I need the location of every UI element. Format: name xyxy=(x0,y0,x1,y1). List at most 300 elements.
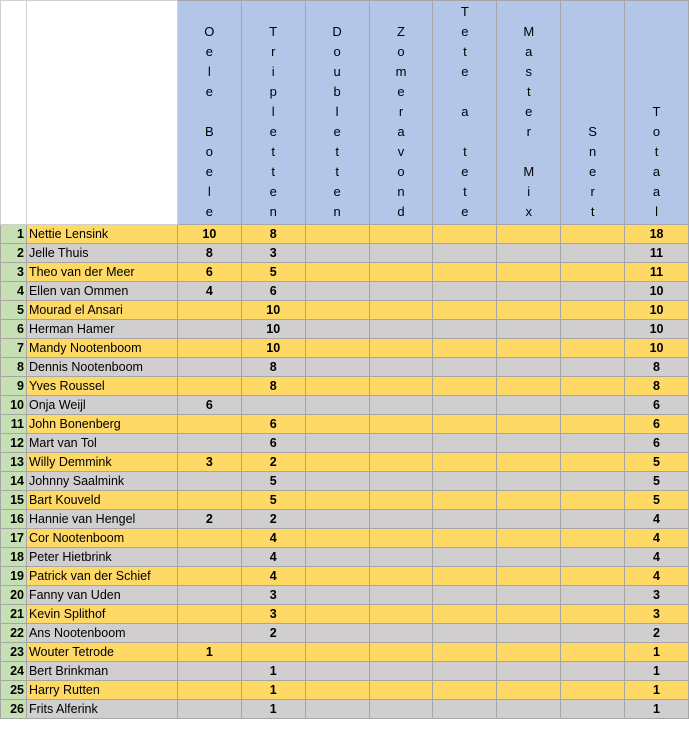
score-cell-snert[interactable] xyxy=(561,415,625,434)
player-name-cell[interactable]: Ellen van Ommen xyxy=(26,282,177,301)
score-cell-tripletten[interactable]: 4 xyxy=(241,548,305,567)
score-cell-tete-a-tete[interactable] xyxy=(433,282,497,301)
score-cell-oele-boele[interactable]: 2 xyxy=(177,510,241,529)
table-row xyxy=(1,643,689,662)
rank-cell[interactable]: 13 xyxy=(1,453,27,472)
score-cell-doubletten[interactable] xyxy=(305,643,369,662)
score-cell-master-mix[interactable] xyxy=(497,263,561,282)
score-cell-tripletten[interactable]: 2 xyxy=(241,453,305,472)
header-letter: l xyxy=(655,204,658,219)
score-cell-totaal[interactable]: 10 xyxy=(625,320,689,339)
score-cell-tete-a-tete[interactable] xyxy=(433,377,497,396)
player-name-cell[interactable]: Bert Brinkman xyxy=(26,662,177,681)
score-cell-master-mix[interactable] xyxy=(497,624,561,643)
score-cell-oele-boele[interactable] xyxy=(177,605,241,624)
score-cell-doubletten[interactable] xyxy=(305,282,369,301)
score-cell-oele-boele[interactable]: 3 xyxy=(177,453,241,472)
score-cell-doubletten[interactable] xyxy=(305,263,369,282)
score-cell-master-mix[interactable] xyxy=(497,472,561,491)
score-cell-doubletten[interactable] xyxy=(305,377,369,396)
rank-cell[interactable]: 23 xyxy=(1,643,27,662)
header-letter: t xyxy=(463,144,467,159)
score-cell-zomeravond[interactable] xyxy=(369,567,433,586)
header-letter: x xyxy=(525,204,532,219)
score-cell-totaal[interactable]: 1 xyxy=(625,662,689,681)
score-cell-tete-a-tete[interactable] xyxy=(433,605,497,624)
score-cell-snert[interactable] xyxy=(561,510,625,529)
score-cell-master-mix[interactable] xyxy=(497,415,561,434)
rank-cell[interactable]: 4 xyxy=(1,282,27,301)
score-cell-zomeravond[interactable] xyxy=(369,225,433,244)
score-cell-snert[interactable] xyxy=(561,624,625,643)
rank-cell[interactable]: 26 xyxy=(1,700,27,719)
score-cell-tete-a-tete[interactable] xyxy=(433,225,497,244)
score-cell-tripletten[interactable]: 6 xyxy=(241,434,305,453)
score-cell-snert[interactable] xyxy=(561,491,625,510)
score-cell-tete-a-tete[interactable] xyxy=(433,396,497,415)
score-cell-tripletten[interactable]: 5 xyxy=(241,263,305,282)
score-cell-tripletten[interactable]: 8 xyxy=(241,358,305,377)
score-cell-oele-boele[interactable] xyxy=(177,700,241,719)
score-cell-totaal[interactable]: 6 xyxy=(625,434,689,453)
rank-cell[interactable]: 24 xyxy=(1,662,27,681)
score-cell-zomeravond[interactable] xyxy=(369,244,433,263)
player-name-cell[interactable]: Hannie van Hengel xyxy=(26,510,177,529)
score-cell-tete-a-tete[interactable] xyxy=(433,358,497,377)
score-cell-tripletten[interactable]: 4 xyxy=(241,529,305,548)
score-cell-snert[interactable] xyxy=(561,605,625,624)
player-name-cell[interactable]: Kevin Splithof xyxy=(26,605,177,624)
player-name-cell[interactable]: Theo van der Meer xyxy=(26,263,177,282)
rank-cell[interactable]: 17 xyxy=(1,529,27,548)
score-cell-oele-boele[interactable] xyxy=(177,681,241,700)
score-cell-tete-a-tete[interactable] xyxy=(433,548,497,567)
score-cell-oele-boele[interactable]: 4 xyxy=(177,282,241,301)
header-letter: t xyxy=(463,184,467,199)
score-cell-zomeravond[interactable] xyxy=(369,605,433,624)
header-letter: n xyxy=(269,204,277,219)
score-cell-zomeravond[interactable] xyxy=(369,662,433,681)
table-row xyxy=(1,548,689,567)
score-cell-snert[interactable] xyxy=(561,434,625,453)
score-cell-totaal[interactable]: 3 xyxy=(625,586,689,605)
header-letter: o xyxy=(205,144,213,159)
player-name-cell[interactable]: John Bonenberg xyxy=(26,415,177,434)
score-cell-oele-boele[interactable] xyxy=(177,415,241,434)
player-name-cell[interactable]: Bart Kouveld xyxy=(26,491,177,510)
score-cell-master-mix[interactable] xyxy=(497,586,561,605)
score-cell-tripletten[interactable]: 1 xyxy=(241,681,305,700)
score-cell-snert[interactable] xyxy=(561,472,625,491)
header-letter: t xyxy=(271,144,276,159)
header-row xyxy=(1,1,689,225)
score-cell-doubletten[interactable] xyxy=(305,244,369,263)
score-cell-tripletten[interactable]: 3 xyxy=(241,586,305,605)
score-cell-oele-boele[interactable] xyxy=(177,548,241,567)
rank-cell[interactable]: 10 xyxy=(1,396,27,415)
score-cell-tete-a-tete[interactable] xyxy=(433,586,497,605)
score-cell-oele-boele[interactable] xyxy=(177,472,241,491)
score-cell-doubletten[interactable] xyxy=(305,358,369,377)
score-cell-tripletten[interactable]: 1 xyxy=(241,700,305,719)
score-cell-master-mix[interactable] xyxy=(497,434,561,453)
score-cell-totaal[interactable]: 4 xyxy=(625,548,689,567)
score-cell-totaal[interactable]: 8 xyxy=(625,377,689,396)
score-cell-zomeravond[interactable] xyxy=(369,472,433,491)
score-cell-master-mix[interactable] xyxy=(497,244,561,263)
score-cell-snert[interactable] xyxy=(561,700,625,719)
score-cell-snert[interactable] xyxy=(561,529,625,548)
score-cell-tripletten[interactable]: 10 xyxy=(241,301,305,320)
score-cell-tripletten[interactable]: 3 xyxy=(241,605,305,624)
score-cell-zomeravond[interactable] xyxy=(369,453,433,472)
header-letter: M xyxy=(523,24,535,39)
score-cell-doubletten[interactable] xyxy=(305,548,369,567)
score-cell-oele-boele[interactable] xyxy=(177,491,241,510)
rank-cell[interactable]: 19 xyxy=(1,567,27,586)
score-cell-tripletten[interactable]: 5 xyxy=(241,472,305,491)
score-cell-totaal[interactable]: 2 xyxy=(625,624,689,643)
score-cell-master-mix[interactable] xyxy=(497,453,561,472)
header-letter: e xyxy=(461,64,469,79)
header-letter: e xyxy=(205,44,213,59)
score-cell-tete-a-tete[interactable] xyxy=(433,434,497,453)
player-name-cell[interactable]: Mourad el Ansari xyxy=(26,301,177,320)
table-row xyxy=(1,339,689,358)
score-cell-doubletten[interactable] xyxy=(305,662,369,681)
score-cell-oele-boele[interactable] xyxy=(177,301,241,320)
column-header-master-mix[interactable] xyxy=(497,1,561,225)
corner-cell[interactable] xyxy=(1,1,27,225)
score-cell-totaal[interactable]: 1 xyxy=(625,681,689,700)
player-name-cell[interactable]: Onja Weijl xyxy=(26,396,177,415)
score-cell-oele-boele[interactable] xyxy=(177,586,241,605)
score-cell-snert[interactable] xyxy=(561,282,625,301)
score-cell-snert[interactable] xyxy=(561,225,625,244)
player-name-cell[interactable]: Wouter Tetrode xyxy=(26,643,177,662)
score-cell-oele-boele[interactable]: 10 xyxy=(177,225,241,244)
score-cell-zomeravond[interactable] xyxy=(369,700,433,719)
score-cell-tete-a-tete[interactable] xyxy=(433,244,497,263)
rank-cell[interactable]: 25 xyxy=(1,681,27,700)
header-letter: e xyxy=(205,84,213,99)
header-letter: l xyxy=(207,184,211,199)
score-cell-snert[interactable] xyxy=(561,681,625,700)
score-cell-snert[interactable] xyxy=(561,586,625,605)
player-name-cell[interactable]: Frits Alferink xyxy=(26,700,177,719)
table-row xyxy=(1,624,689,643)
rank-cell[interactable]: 1 xyxy=(1,225,27,244)
score-cell-snert[interactable] xyxy=(561,548,625,567)
score-cell-master-mix[interactable] xyxy=(497,282,561,301)
score-cell-tete-a-tete[interactable] xyxy=(433,643,497,662)
player-name-cell[interactable]: Ans Nootenboom xyxy=(26,624,177,643)
score-cell-zomeravond[interactable] xyxy=(369,529,433,548)
score-cell-doubletten[interactable] xyxy=(305,529,369,548)
score-cell-master-mix[interactable] xyxy=(497,529,561,548)
score-cell-tete-a-tete[interactable] xyxy=(433,339,497,358)
player-name-cell[interactable]: Jelle Thuis xyxy=(26,244,177,263)
score-cell-tripletten[interactable]: 6 xyxy=(241,415,305,434)
score-cell-snert[interactable] xyxy=(561,453,625,472)
score-cell-zomeravond[interactable] xyxy=(369,339,433,358)
score-cell-zomeravond[interactable] xyxy=(369,320,433,339)
score-cell-master-mix[interactable] xyxy=(497,377,561,396)
score-cell-tripletten[interactable]: 2 xyxy=(241,624,305,643)
score-cell-doubletten[interactable] xyxy=(305,567,369,586)
score-cell-snert[interactable] xyxy=(561,643,625,662)
score-cell-totaal[interactable]: 11 xyxy=(625,244,689,263)
score-cell-totaal[interactable]: 4 xyxy=(625,567,689,586)
score-cell-tete-a-tete[interactable] xyxy=(433,301,497,320)
score-cell-doubletten[interactable] xyxy=(305,301,369,320)
score-cell-master-mix[interactable] xyxy=(497,605,561,624)
header-letter: l xyxy=(335,104,339,119)
rank-cell[interactable]: 14 xyxy=(1,472,27,491)
column-header-snert[interactable] xyxy=(561,1,625,225)
score-cell-snert[interactable] xyxy=(561,301,625,320)
rank-cell[interactable]: 11 xyxy=(1,415,27,434)
table-row xyxy=(1,415,689,434)
score-cell-doubletten[interactable] xyxy=(305,339,369,358)
player-name-cell[interactable]: Herman Hamer xyxy=(26,320,177,339)
score-cell-totaal[interactable]: 4 xyxy=(625,510,689,529)
rank-cell[interactable]: 21 xyxy=(1,605,27,624)
score-cell-oele-boele[interactable]: 1 xyxy=(177,643,241,662)
score-cell-zomeravond[interactable] xyxy=(369,624,433,643)
score-cell-doubletten[interactable] xyxy=(305,624,369,643)
player-name-cell[interactable]: Harry Rutten xyxy=(26,681,177,700)
column-header-totaal[interactable] xyxy=(625,1,689,225)
player-name-cell[interactable]: Peter Hietbrink xyxy=(26,548,177,567)
score-cell-snert[interactable] xyxy=(561,358,625,377)
score-cell-zomeravond[interactable] xyxy=(369,263,433,282)
score-cell-totaal[interactable]: 1 xyxy=(625,643,689,662)
score-cell-tete-a-tete[interactable] xyxy=(433,472,497,491)
column-header-zomeravond[interactable] xyxy=(369,1,433,225)
score-cell-totaal[interactable]: 4 xyxy=(625,529,689,548)
score-cell-oele-boele[interactable]: 6 xyxy=(177,263,241,282)
score-cell-tete-a-tete[interactable] xyxy=(433,681,497,700)
score-cell-master-mix[interactable] xyxy=(497,225,561,244)
player-name-cell[interactable]: Mart van Tol xyxy=(26,434,177,453)
score-cell-tripletten[interactable]: 6 xyxy=(241,282,305,301)
score-cell-totaal[interactable]: 18 xyxy=(625,225,689,244)
column-header-tete-a-tete[interactable] xyxy=(433,1,497,225)
score-cell-tripletten[interactable] xyxy=(241,396,305,415)
score-cell-master-mix[interactable] xyxy=(497,662,561,681)
score-cell-totaal[interactable]: 1 xyxy=(625,700,689,719)
score-cell-master-mix[interactable] xyxy=(497,491,561,510)
rank-cell[interactable]: 3 xyxy=(1,263,27,282)
score-cell-tete-a-tete[interactable] xyxy=(433,529,497,548)
score-cell-doubletten[interactable] xyxy=(305,510,369,529)
rank-cell[interactable]: 7 xyxy=(1,339,27,358)
score-cell-doubletten[interactable] xyxy=(305,415,369,434)
score-cell-doubletten[interactable] xyxy=(305,700,369,719)
score-cell-oele-boele[interactable] xyxy=(177,377,241,396)
header-letter: a xyxy=(397,124,405,139)
score-cell-tete-a-tete[interactable] xyxy=(433,263,497,282)
score-cell-oele-boele[interactable]: 8 xyxy=(177,244,241,263)
player-name-cell[interactable]: Yves Roussel xyxy=(26,377,177,396)
rank-cell[interactable]: 2 xyxy=(1,244,27,263)
score-cell-zomeravond[interactable] xyxy=(369,396,433,415)
score-cell-snert[interactable] xyxy=(561,396,625,415)
score-cell-master-mix[interactable] xyxy=(497,548,561,567)
score-cell-tripletten[interactable]: 5 xyxy=(241,491,305,510)
score-cell-totaal[interactable]: 5 xyxy=(625,491,689,510)
score-cell-doubletten[interactable] xyxy=(305,586,369,605)
score-cell-totaal[interactable]: 6 xyxy=(625,415,689,434)
score-cell-zomeravond[interactable] xyxy=(369,681,433,700)
column-header-doubletten[interactable] xyxy=(305,1,369,225)
score-cell-oele-boele[interactable] xyxy=(177,339,241,358)
score-cell-totaal[interactable]: 3 xyxy=(625,605,689,624)
rank-cell[interactable]: 15 xyxy=(1,491,27,510)
score-cell-master-mix[interactable] xyxy=(497,700,561,719)
header-letter: a xyxy=(525,44,533,59)
score-cell-zomeravond[interactable] xyxy=(369,548,433,567)
score-cell-tripletten[interactable]: 1 xyxy=(241,662,305,681)
score-cell-tripletten[interactable]: 8 xyxy=(241,225,305,244)
score-cell-totaal[interactable]: 8 xyxy=(625,358,689,377)
score-cell-tripletten[interactable]: 10 xyxy=(241,339,305,358)
score-cell-totaal[interactable]: 5 xyxy=(625,472,689,491)
score-cell-zomeravond[interactable] xyxy=(369,415,433,434)
rank-cell[interactable]: 9 xyxy=(1,377,27,396)
player-name-cell[interactable]: Mandy Nootenboom xyxy=(26,339,177,358)
score-cell-doubletten[interactable] xyxy=(305,491,369,510)
score-cell-zomeravond[interactable] xyxy=(369,301,433,320)
score-cell-master-mix[interactable] xyxy=(497,301,561,320)
score-cell-oele-boele[interactable] xyxy=(177,434,241,453)
score-cell-zomeravond[interactable] xyxy=(369,434,433,453)
score-cell-snert[interactable] xyxy=(561,567,625,586)
score-cell-tripletten[interactable]: 10 xyxy=(241,320,305,339)
score-cell-totaal[interactable]: 10 xyxy=(625,282,689,301)
score-cell-master-mix[interactable] xyxy=(497,358,561,377)
rank-cell[interactable]: 12 xyxy=(1,434,27,453)
score-cell-oele-boele[interactable] xyxy=(177,320,241,339)
score-cell-master-mix[interactable] xyxy=(497,510,561,529)
score-cell-snert[interactable] xyxy=(561,339,625,358)
score-cell-snert[interactable] xyxy=(561,244,625,263)
score-cell-master-mix[interactable] xyxy=(497,567,561,586)
score-cell-doubletten[interactable] xyxy=(305,681,369,700)
rank-cell[interactable]: 8 xyxy=(1,358,27,377)
score-cell-master-mix[interactable] xyxy=(497,681,561,700)
player-name-cell[interactable]: Dennis Nootenboom xyxy=(26,358,177,377)
rank-cell[interactable]: 22 xyxy=(1,624,27,643)
score-cell-doubletten[interactable] xyxy=(305,605,369,624)
score-cell-zomeravond[interactable] xyxy=(369,510,433,529)
score-cell-tripletten[interactable]: 3 xyxy=(241,244,305,263)
score-cell-master-mix[interactable] xyxy=(497,396,561,415)
score-cell-totaal[interactable]: 5 xyxy=(625,453,689,472)
score-cell-oele-boele[interactable] xyxy=(177,624,241,643)
score-cell-tete-a-tete[interactable] xyxy=(433,662,497,681)
score-cell-totaal[interactable]: 11 xyxy=(625,263,689,282)
score-cell-tete-a-tete[interactable] xyxy=(433,510,497,529)
score-cell-oele-boele[interactable] xyxy=(177,567,241,586)
player-name-cell[interactable]: Johnny Saalmink xyxy=(26,472,177,491)
column-header-oele-boele[interactable] xyxy=(177,1,241,225)
score-cell-master-mix[interactable] xyxy=(497,339,561,358)
rank-cell[interactable]: 6 xyxy=(1,320,27,339)
column-header-tripletten[interactable] xyxy=(241,1,305,225)
score-cell-zomeravond[interactable] xyxy=(369,377,433,396)
rank-cell[interactable]: 20 xyxy=(1,586,27,605)
score-cell-oele-boele[interactable] xyxy=(177,358,241,377)
header-letter: D xyxy=(332,24,342,39)
score-cell-totaal[interactable]: 6 xyxy=(625,396,689,415)
score-cell-tete-a-tete[interactable] xyxy=(433,415,497,434)
score-cell-snert[interactable] xyxy=(561,320,625,339)
score-cell-tripletten[interactable]: 8 xyxy=(241,377,305,396)
header-letter xyxy=(208,102,212,122)
score-cell-tete-a-tete[interactable] xyxy=(433,453,497,472)
score-cell-tete-a-tete[interactable] xyxy=(433,624,497,643)
score-cell-doubletten[interactable] xyxy=(305,225,369,244)
score-cell-oele-boele[interactable] xyxy=(177,662,241,681)
score-cell-totaal[interactable]: 10 xyxy=(625,301,689,320)
score-cell-snert[interactable] xyxy=(561,662,625,681)
score-cell-tripletten[interactable]: 4 xyxy=(241,567,305,586)
score-cell-doubletten[interactable] xyxy=(305,453,369,472)
header-letter: M xyxy=(523,164,535,179)
score-cell-tete-a-tete[interactable] xyxy=(433,491,497,510)
score-cell-tete-a-tete[interactable] xyxy=(433,700,497,719)
score-cell-snert[interactable] xyxy=(561,377,625,396)
header-letter: n xyxy=(333,204,341,219)
score-cell-tete-a-tete[interactable] xyxy=(433,567,497,586)
score-cell-totaal[interactable]: 10 xyxy=(625,339,689,358)
score-cell-zomeravond[interactable] xyxy=(369,358,433,377)
score-cell-tete-a-tete[interactable] xyxy=(433,320,497,339)
score-cell-snert[interactable] xyxy=(561,263,625,282)
rank-cell[interactable]: 18 xyxy=(1,548,27,567)
score-cell-oele-boele[interactable]: 6 xyxy=(177,396,241,415)
score-cell-master-mix[interactable] xyxy=(497,320,561,339)
player-name-cell[interactable]: Fanny van Uden xyxy=(26,586,177,605)
name-header-cell[interactable] xyxy=(26,1,177,225)
header-letter: e xyxy=(461,24,469,39)
score-cell-zomeravond[interactable] xyxy=(369,643,433,662)
score-cell-doubletten[interactable] xyxy=(305,434,369,453)
player-name-cell[interactable]: Nettie Lensink xyxy=(26,225,177,244)
score-cell-zomeravond[interactable] xyxy=(369,586,433,605)
header-letter xyxy=(527,142,531,162)
header-letter: n xyxy=(397,184,405,199)
rank-cell[interactable]: 16 xyxy=(1,510,27,529)
player-name-cell[interactable]: Cor Nootenboom xyxy=(26,529,177,548)
player-name-cell[interactable]: Patrick van der Schief xyxy=(26,567,177,586)
score-cell-doubletten[interactable] xyxy=(305,396,369,415)
score-cell-doubletten[interactable] xyxy=(305,472,369,491)
player-name-cell[interactable]: Willy Demmink xyxy=(26,453,177,472)
score-cell-zomeravond[interactable] xyxy=(369,282,433,301)
rank-cell[interactable]: 5 xyxy=(1,301,27,320)
score-cell-master-mix[interactable] xyxy=(497,643,561,662)
score-cell-tripletten[interactable]: 2 xyxy=(241,510,305,529)
score-cell-oele-boele[interactable] xyxy=(177,529,241,548)
header-letter: t xyxy=(526,84,531,99)
score-cell-zomeravond[interactable] xyxy=(369,491,433,510)
header-letter: a xyxy=(652,184,661,199)
score-cell-tripletten[interactable] xyxy=(241,643,305,662)
score-cell-doubletten[interactable] xyxy=(305,320,369,339)
